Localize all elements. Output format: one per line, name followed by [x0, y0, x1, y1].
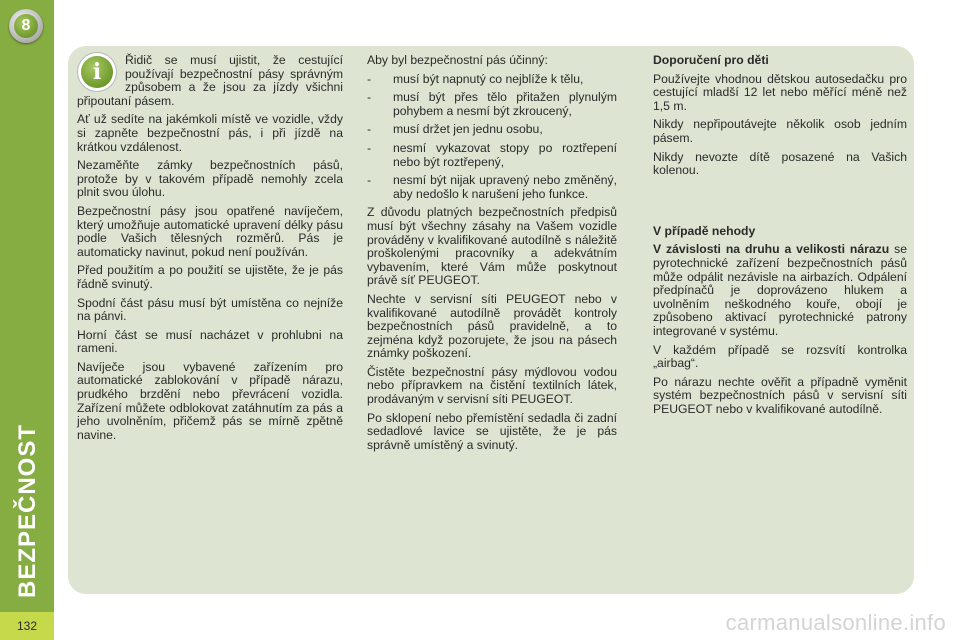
paragraph: Používejte vhodnou dětskou autosedačku pro cestující mladší 12 let nebo měřící méně než 1,5 m.	[653, 71, 907, 113]
chapter-sidebar	[0, 0, 54, 640]
paragraph: Nezaměňte zámky bezpečnostních pásů, protože by v takovém případě nemohly zcela plnit svou úlohu.	[77, 158, 343, 200]
paragraph: V každém případě se rozsvítí kontrolka „airbag“.	[653, 342, 907, 371]
accident-heading: V případě nehody	[653, 223, 756, 238]
paragraph: Horní část se musí nacházet v prohlubni na rameni.	[77, 327, 343, 356]
page-number: 132	[0, 612, 54, 640]
requirements-list	[367, 73, 617, 202]
accident-lead-paragraph	[653, 243, 907, 338]
accident-lead-bold: V závislosti na druhu a velikosti nárazu	[653, 242, 890, 257]
paragraph: Nikdy nevozte dítě posazené na Vašich kolenou.	[653, 149, 907, 178]
paragraph: Nikdy nepřipoutávejte několik osob jedním pásem.	[653, 117, 907, 145]
chapter-badge	[9, 9, 43, 43]
list-item: - nesmí být nijak upravený nebo změněný, aby nedošlo k narušení jeho funkce.	[367, 174, 617, 201]
paragraph: Z důvodu platných bezpečnostních předpisů musí být všechny zásahy na Vašem vozidle prováděny v kvalifikované autodílně s náležitě proškolenými pracovníky a adekvátním vybavením, které Vám může poskytnout právě síť PEUGEOT.	[367, 205, 617, 288]
spacer	[653, 183, 907, 225]
watermark: carmanualsonline.info	[725, 610, 946, 635]
paragraph: Po sklopení nebo přemístění sedadla či zadní sedadlové lavice se ujistěte, že je pás správně umístěný a svinutý.	[367, 410, 617, 452]
paragraph: Bezpečnostní pásy jsou opatřené navíječem, který umožňuje automatické upravení délky pásu podle Vašich tělesných rozměrů. Pás je automaticky navinut, pokud není používán.	[77, 203, 343, 259]
list-item: - nesmí vykazovat stopy po roztřepení nebo být roztřepený,	[367, 142, 617, 169]
column-belt-usage	[77, 54, 343, 447]
paragraph: Čistěte bezpečnostní pásy mýdlovou vodou nebo přípravkem na čistění textilních látek, prodávaným v servisní síti PEUGEOT.	[367, 364, 617, 407]
list-intro: Aby byl bezpečnostní pás účinný:	[367, 53, 548, 67]
section-title: BEZPEČNOST	[14, 423, 41, 598]
chapter-number: 8	[14, 14, 38, 38]
column-children-accident	[653, 54, 907, 421]
list-item: - musí být přes tělo přitažen plynulým pohybem a nesmí být zkroucený,	[367, 91, 617, 118]
children-heading: Doporučení pro děti	[653, 53, 769, 67]
paragraph: Ať už sedíte na jakémkoli místě ve vozidle, vždy si zapněte bezpečnostní pás, i při jízdě na krátkou vzdálenost.	[77, 112, 343, 154]
info-icon: i	[81, 56, 113, 88]
accident-lead-rest: se pyrotechnické zařízení bezpečnostních pásů může odpálit nezávisle na airbazích. Odpálení předpínačů je doprovázeno hlukem a uvolněním neškodného kouře, obojí je způsobeno aktivací pyrotechnické patrony integrované v systému.	[653, 242, 907, 338]
paragraph: Navíječe jsou vybavené zařízením pro automatické zablokování v případě nárazu, prudkého brzdění nebo převrácení vozidla. Zařízení můžete odblokovat zatáhnutím za pás a jeho uvolněním, přičemž pás se mírně zpětně navine.	[77, 359, 343, 442]
column-belt-effectiveness	[367, 54, 617, 457]
paragraph: Po nárazu nechte ověřit a případně vyměnit systém bezpečnostních pásů v servisní síti PEUGEOT nebo v kvalifikované autodílně.	[653, 374, 907, 416]
paragraph: Spodní část pásu musí být umístěna co nejníže na pánvi.	[77, 295, 343, 324]
list-item: - musí být napnutý co nejblíže k tělu,	[367, 73, 617, 87]
paragraph: Nechte v servisní síti PEUGEOT nebo v kvalifikované autodílně provádět kontroly bezpečnostních pásů pravidelně, a to zejména když pozorujete, že jsou na pásech známky poškození.	[367, 291, 617, 361]
paragraph: Řidič se musí ujistit, že cestující používají bezpečnostní pásy správným způsobem a že jsou za jízdy všichni připoutaní pásem.	[77, 53, 343, 108]
list-item: - musí držet jen jednu osobu,	[367, 123, 617, 137]
paragraph: Před použitím a po použití se ujistěte, že je pás řádně svinutý.	[77, 263, 343, 291]
